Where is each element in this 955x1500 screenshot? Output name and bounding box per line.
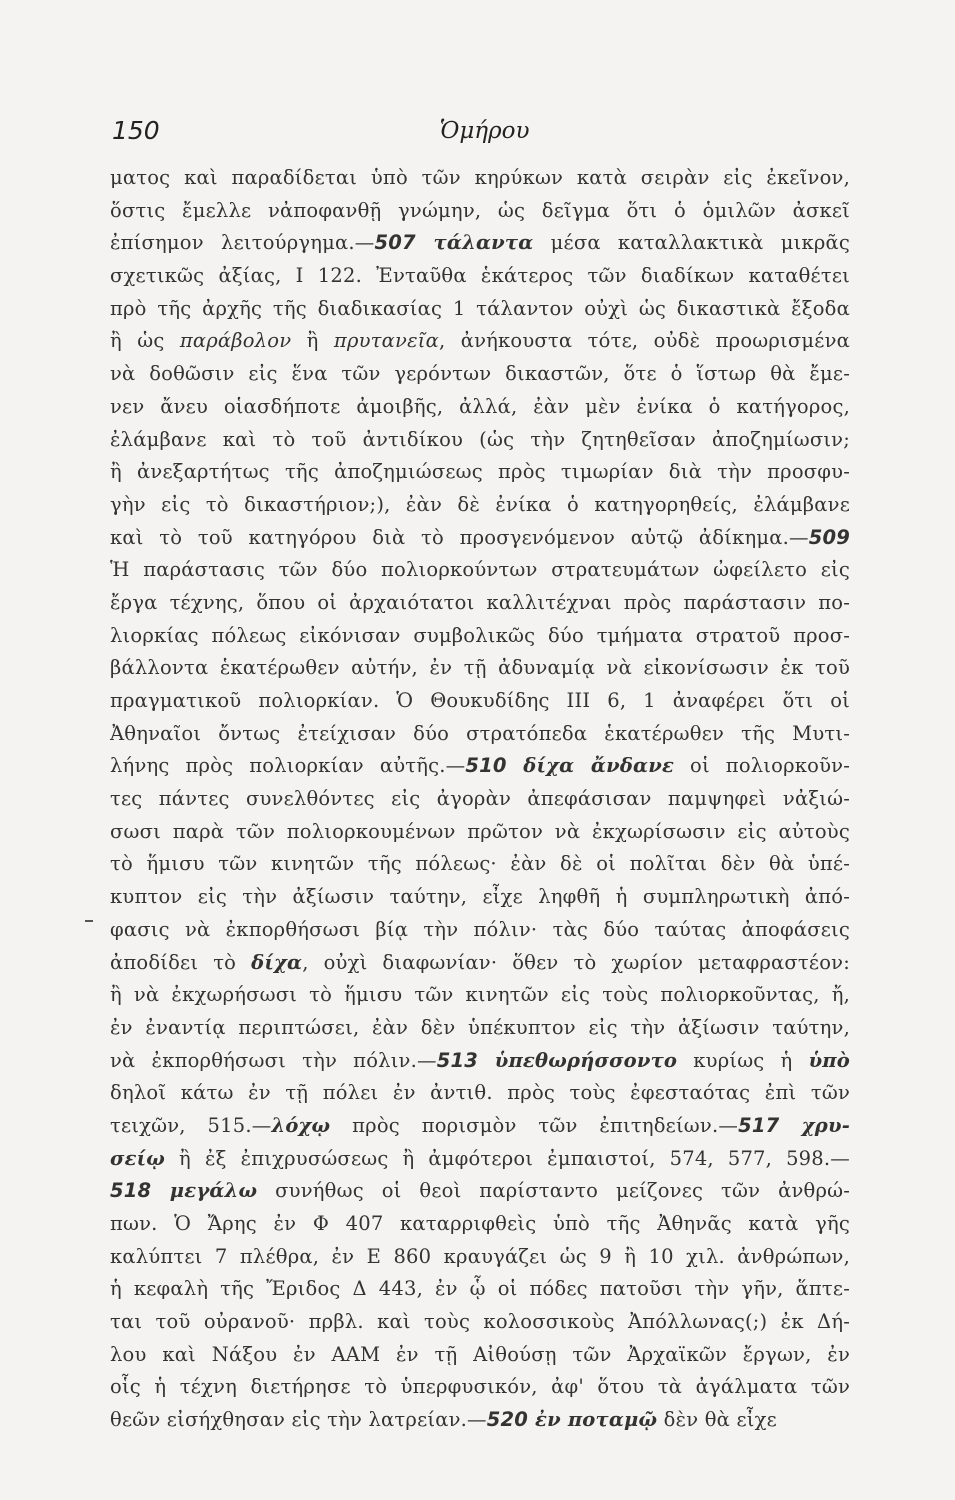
text-segment: πων. Ὁ Ἄρης ἐν Φ 407 καταρριφθεὶς ὑπὸ τῆς Ἀθηνᾶς κατὰ γῆς: [110, 1212, 850, 1235]
text-segment: ματος καὶ παραδίδεται ὑπὸ τῶν κηρύκων κατὰ σειρὰν εἰς ἐκεῖνον,: [110, 166, 850, 189]
line-reference: 518: [110, 1179, 152, 1203]
lemma: λόχῳ: [271, 1113, 331, 1137]
text-line: [110, 947, 850, 980]
text-segment: ὅστις ἔμελλε νἀποφανθῇ γνώμην, ὡς δεῖγμα ὅτι ὁ ὁμιλῶν ἀσκεῖ: [110, 198, 850, 222]
text-segment: ται τοῦ οὐρανοῦ· πρβλ. καὶ τοὺς κολοσσικοὺς Ἀπόλλωνας(;) ἐκ Δή-: [110, 1310, 850, 1334]
text-line: [110, 1045, 850, 1078]
line-reference: 507: [374, 231, 416, 255]
text-segment: καλύπτει 7 πλέθρα, ἐν Ε 860 κραυγάζει ὡς 9 ἢ 10 χιλ. ἀνθρώπων,: [110, 1244, 850, 1268]
text-line: [110, 162, 850, 195]
text-segment: γὴν εἰς τὸ δικαστήριον;), ἐὰν δὲ ἐνίκα ὁ κατηγορηθείς, ἐλάμβανε: [110, 492, 850, 516]
lemma: δίχα: [251, 950, 303, 974]
text-segment: ἐν ἐναντίᾳ περιπτώσει, ἐὰν δὲν ὑπέκυπτον εἰς τὴν ἀξίωσιν ταύτην,: [110, 1015, 850, 1039]
text-line: [110, 1175, 850, 1208]
text-line: [110, 1339, 850, 1372]
text-line: [110, 652, 850, 685]
text-line: [110, 587, 850, 620]
text-segment: τες πάντες συνελθόντες εἰς ἀγορὰν ἀπεφάσισαν παμψηφεὶ νἀξιώ-: [110, 787, 850, 811]
text-line: [110, 1012, 850, 1045]
text-line: [110, 489, 850, 522]
text-line: [110, 979, 850, 1012]
text-segment: φασις νὰ ἐκπορθήσωσι βίᾳ τὴν πόλιν· τὰς δύο ταύτας ἀποφάσεις: [110, 917, 850, 941]
text-line: [110, 783, 850, 816]
running-head: Ὁμήρου: [439, 118, 530, 144]
text-segment: λιορκίας πόλεως εἰκόνισαν συμβολικῶς δύο τμήματα στρατοῦ προσ-: [110, 623, 850, 647]
text-line: [110, 1241, 850, 1274]
text-line: [110, 391, 850, 424]
text-segment: ἐλάμβανε καὶ τὸ τοῦ ἀντιδίκου (ὡς τὴν ζητηθεῖσαν ἀποζημίωσιν;: [110, 427, 850, 451]
text-segment: σχετικῶς ἀξίας, Ι 122. Ἐνταῦθα ἑκάτερος τῶν διαδίκων καταθέτει: [110, 264, 850, 288]
text-segment: πρὸ τῆς ἀρχῆς τῆς διαδικασίας 1 τάλαντον οὐχὶ ὡς δικαστικὰ ἔξοδα: [110, 296, 850, 320]
text-line: [110, 325, 850, 358]
lemma: τάλαντα: [415, 231, 534, 255]
line-reference: 509: [808, 525, 850, 549]
text-line: [110, 260, 850, 293]
text-line: [110, 1273, 850, 1306]
text-segment: οἱ πολιορκοῦν-: [674, 754, 850, 778]
text-line: [110, 227, 850, 260]
lemma: δίχα ἄνδανε: [506, 754, 675, 778]
lemma: χρυ-: [779, 1113, 850, 1137]
lemma: ὑπεθωρήσσοντο: [478, 1048, 678, 1072]
text-line: [110, 195, 850, 228]
text-segment: τειχῶν, 515.—: [110, 1113, 272, 1137]
text-line: [110, 1110, 850, 1143]
line-reference: 517: [738, 1113, 780, 1137]
text-line: [110, 554, 850, 587]
text-segment: ἢ ἀνεξαρτήτως τῆς ἀποζημιώσεως πρὸς τιμωρίαν διὰ τὴν προσφυ-: [110, 460, 850, 484]
text-line: [110, 914, 850, 947]
text-segment: ἢ ὡς: [110, 329, 180, 353]
text-segment: δὲν θὰ εἶχε: [657, 1408, 777, 1432]
text-segment: ἡ κεφαλὴ τῆς Ἔριδος Δ 443, ἐν ᾧ οἱ πόδες πατοῦσι τὴν γῆν, ἅπτε-: [110, 1277, 850, 1301]
text-segment: νὰ ἐκπορθήσωσι τὴν πόλιν.—: [110, 1048, 437, 1072]
text-line: [110, 816, 850, 849]
text-segment: Ἀθηναῖοι ὄντως ἐτείχισαν δύο στρατόπεδα ἑκατέρωθεν τῆς Μυτι-: [110, 721, 850, 745]
text-line: [110, 1208, 850, 1241]
text-segment: ἐπίσημον λειτούργημα.—: [110, 231, 375, 255]
text-segment: μέσα καταλλακτικὰ μικρᾶς: [533, 231, 850, 255]
text-line: [110, 685, 850, 718]
text-line: [110, 1404, 850, 1437]
text-segment: σωσι παρὰ τῶν πολιορκουμένων πρῶτον νὰ ἐκχωρίσωσιν εἰς αὐτοὺς: [110, 819, 850, 843]
text-segment: βάλλοντα ἑκατέρωθεν αὐτήν, ἐν τῇ ἀδυναμίᾳ νὰ εἰκονίσωσιν ἐκ τοῦ: [110, 656, 850, 680]
text-segment: , ἀνήκουστα τότε, οὐδὲ προωρισμένα: [438, 329, 850, 353]
text-segment: λήνης πρὸς πολιορκίαν αὐτῆς.—: [110, 754, 466, 778]
text-segment: ἀποδίδει τὸ: [110, 950, 252, 974]
commentary-text: [110, 162, 850, 1437]
text-segment: παράβολον: [179, 329, 292, 353]
text-segment: οἷς ἡ τέχνη διετήρησε τὸ ὑπερφυσικόν, ἀφ' ὅτου τὰ ἀγάλματα τῶν: [110, 1375, 850, 1399]
text-segment: δηλοῖ κάτω ἐν τῇ πόλει ἐν ἀντιθ. πρὸς τοὺς ἐφεσταότας ἐπὶ τῶν: [110, 1081, 850, 1105]
text-line: [110, 1077, 850, 1110]
text-line: [110, 424, 850, 457]
text-segment: τὸ ἥμισυ τῶν κινητῶν τῆς πόλεως· ἐὰν δὲ οἱ πολῖται δὲν θὰ ὑπέ-: [110, 852, 850, 876]
lemma: ἐν ποταμῷ: [528, 1408, 658, 1432]
text-segment: Ἡ παράστασις τῶν δύο πολιορκούντων στρατευμάτων ὠφείλετο εἰς: [110, 558, 850, 582]
margin-mark: [85, 920, 93, 922]
text-segment: καὶ τὸ τοῦ κατηγόρου διὰ τὸ προσγενόμενον αὐτῷ ἀδίκημα.—: [110, 525, 809, 549]
text-segment: λου καὶ Νάξου ἐν ΑΑΜ ἐν τῇ Αἰθούσῃ τῶν Ἀρχαϊκῶν ἔργων, ἐν: [110, 1342, 850, 1366]
text-line: [110, 293, 850, 326]
line-reference: 520: [486, 1408, 529, 1432]
text-segment: θεῶν εἰσήχθησαν εἰς τὴν λατρείαν.—: [110, 1408, 487, 1432]
text-line: [110, 718, 850, 751]
text-segment: ἢ ἐξ ἐπιχρυσώσεως ἢ ἀμφότεροι ἐμπαιστοί, 574, 577, 598.—: [165, 1146, 850, 1170]
lemma: ὑπὸ: [808, 1048, 850, 1072]
lemma: σείῳ: [110, 1146, 166, 1170]
lemma: μεγάλω: [151, 1179, 258, 1203]
text-line: [110, 620, 850, 653]
text-line: [110, 522, 850, 555]
text-line: [110, 456, 850, 489]
text-line: [110, 881, 850, 914]
text-line: [110, 1306, 850, 1339]
text-segment: ἢ: [291, 329, 334, 353]
text-line: [110, 358, 850, 391]
text-line: [110, 848, 850, 881]
text-segment: ἢ νὰ ἐκχωρήσωσι τὸ ἥμισυ τῶν κινητῶν εἰς τοὺς πολιορκοῦντας, ἤ,: [110, 983, 850, 1007]
line-reference: 513: [436, 1048, 479, 1072]
text-segment: πρυτανεῖα: [333, 329, 439, 353]
text-segment: κυπτον εἰς τὴν ἀξίωσιν ταύτην, εἶχε ληφθῆ ἡ συμπληρωτικὴ ἀπό-: [110, 885, 850, 909]
text-segment: πρὸς πορισμὸν τῶν ἐπιτηδείων.—: [330, 1113, 739, 1137]
text-segment: ἔργα τέχνης, ὅπου οἱ ἀρχαιότατοι καλλιτέχναι πρὸς παράστασιν πο-: [110, 590, 850, 614]
text-segment: νὰ δοθῶσιν εἰς ἕνα τῶν γερόντων δικαστῶν, ὅτε ὁ ἵστωρ θὰ ἔμε-: [110, 362, 850, 386]
text-segment: , οὐχὶ διαφωνίαν· ὅθεν τὸ χωρίον μεταφραστέον:: [302, 950, 850, 974]
text-segment: νεν ἄνευ οἱασδήποτε ἀμοιβῆς, ἀλλά, ἐὰν μὲν ἐνίκα ὁ κατήγορος,: [110, 394, 850, 418]
text-line: [110, 1143, 850, 1176]
line-reference: 510: [465, 754, 507, 778]
text-segment: κυρίως ἡ: [677, 1048, 809, 1072]
page-header: [106, 112, 843, 152]
text-segment: συνήθως οἱ θεοὶ παρίσταντο μείζονες τῶν ἀνθρώ-: [257, 1179, 850, 1203]
text-line: [110, 750, 850, 783]
text-segment: πραγματικοῦ πολιορκίαν. Ὁ Θουκυδίδης III 6, 1 ἀναφέρει ὅτι οἱ: [110, 689, 850, 712]
text-line: [110, 1371, 850, 1404]
page-number: 150: [112, 116, 160, 145]
